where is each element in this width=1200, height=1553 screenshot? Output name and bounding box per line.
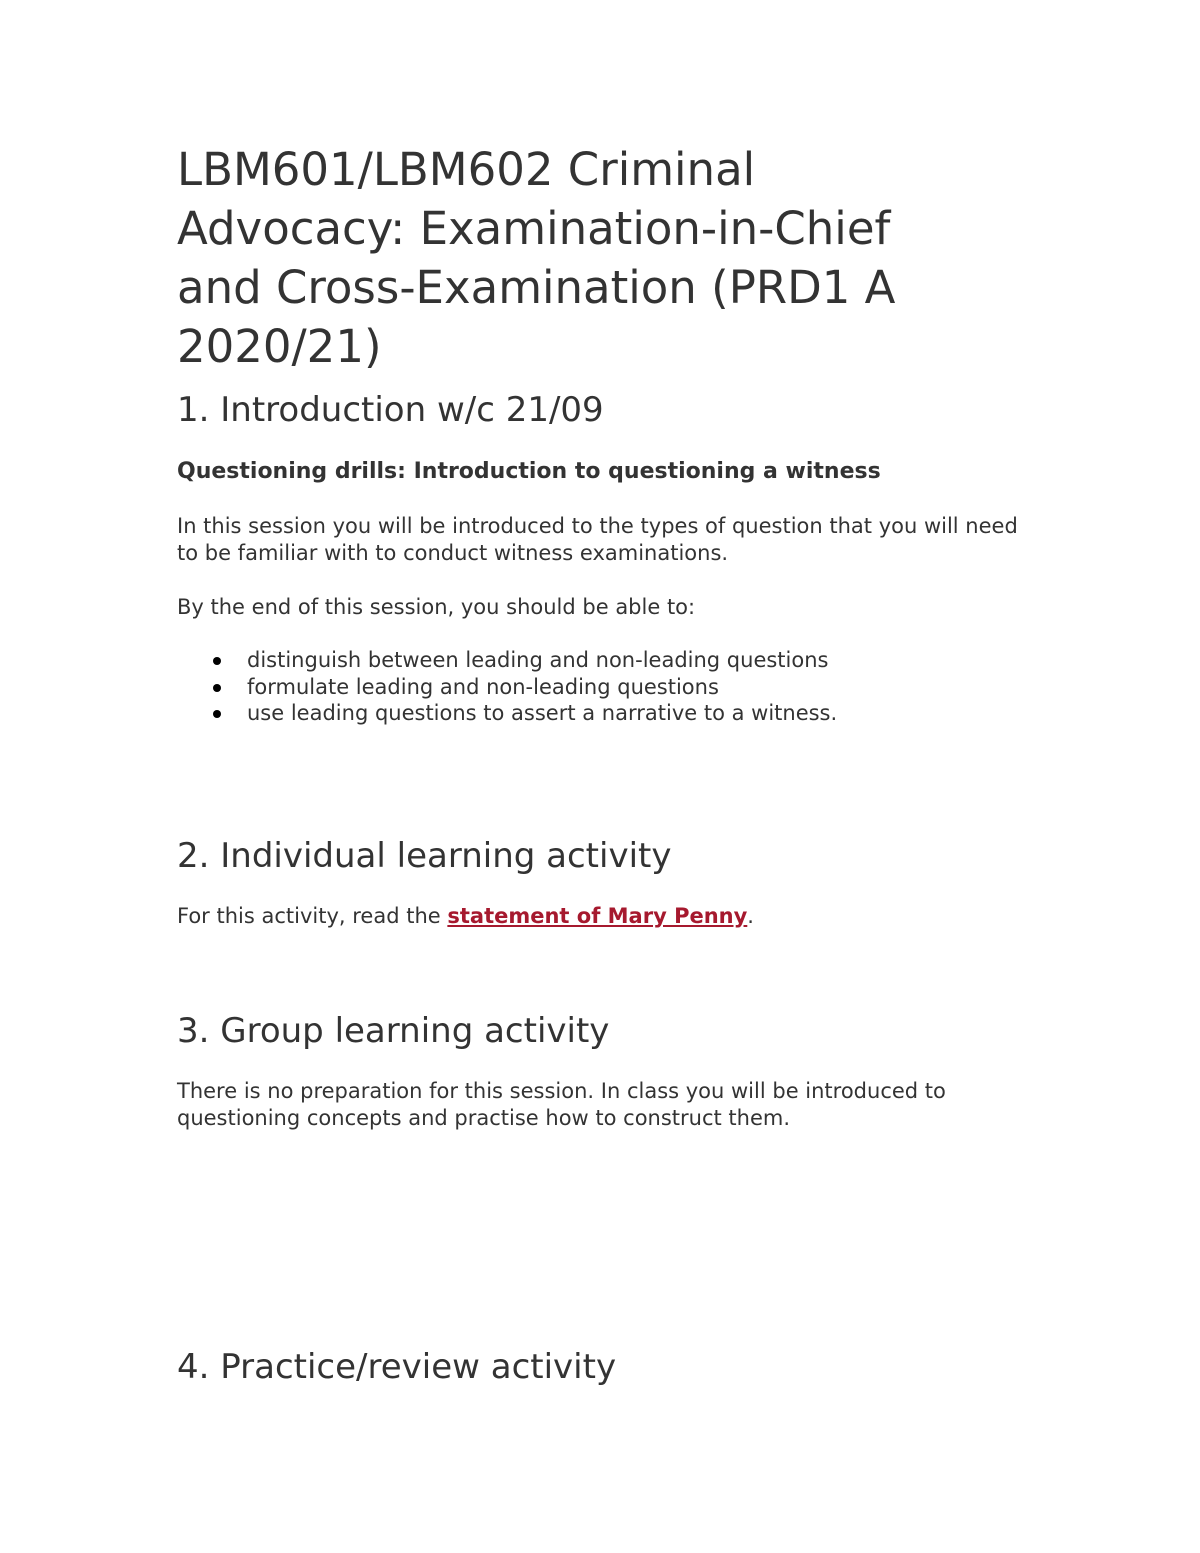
section-1-objectives-lead: By the end of this session, you should be able to: [177, 595, 696, 619]
section-2-text: For this activity, read the [177, 904, 448, 928]
list-item [177, 674, 837, 701]
list-item [177, 647, 837, 674]
section-1-heading: 1. Introduction w/c 21/09 [177, 390, 604, 430]
objective-text: distinguish between leading and non-leading questions [247, 648, 829, 672]
objectives-list [177, 647, 837, 727]
list-item [177, 700, 837, 727]
section-2-paragraph [177, 903, 1037, 930]
section-4-heading: 4. Practice/review activity [177, 1347, 617, 1387]
section-1-intro-paragraph: In this session you will be introduced to the types of question that you will need to be familiar with to conduct witness examinations. [177, 514, 1018, 565]
section-3-heading: 3. Group learning activity [177, 1011, 610, 1051]
statement-of-mary-penny-link[interactable]: statement of Mary Penny [447, 904, 748, 928]
section-2-text-end: . [747, 904, 754, 928]
bullet-icon [213, 657, 221, 665]
bullet-icon [213, 710, 221, 718]
section-1-subheading: Questioning drills: Introduction to questioning a witness [177, 459, 881, 484]
bullet-icon [213, 684, 221, 692]
document-title: LBM601/LBM602 Criminal Advocacy: Examination-in-Chief and Cross-Examination (PRD1 A 2020/21) [177, 143, 896, 373]
section-3-paragraph: There is no preparation for this session. In class you will be introduced to questioning concepts and practise how to construct them. [177, 1079, 946, 1130]
objective-text: formulate leading and non-leading questions [247, 674, 719, 699]
section-2-heading: 2. Individual learning activity [177, 836, 672, 876]
objective-text: use leading questions to assert a narrative to a witness. [247, 701, 838, 725]
